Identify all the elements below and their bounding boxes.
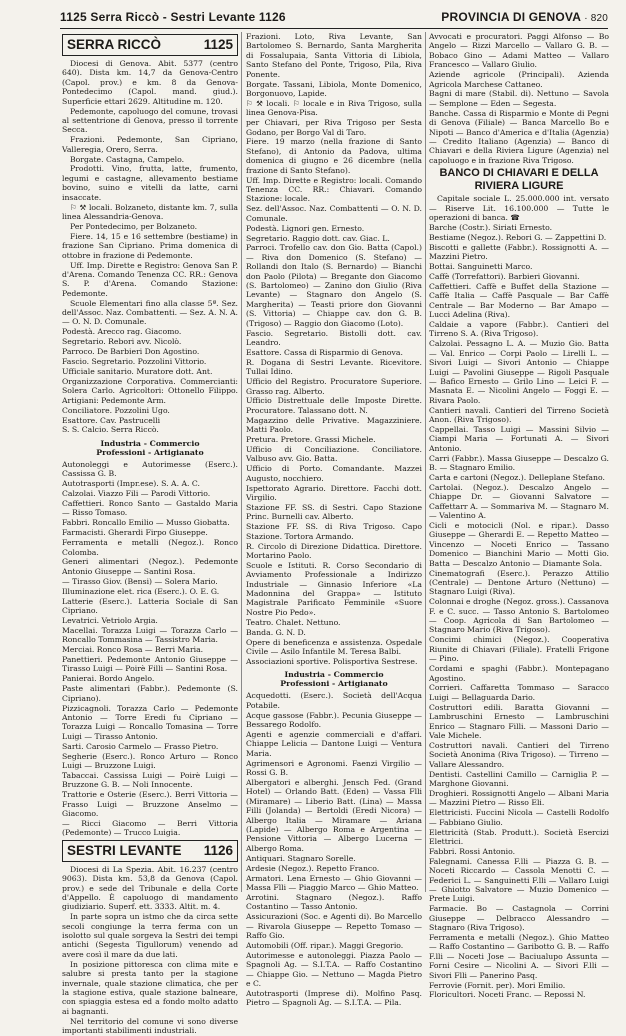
serra-para: Ufficiale sanitario. Muratore dott. Ant.: [62, 367, 213, 376]
col3-entry: Dentisti. Castellini Camillo — Carniglia P. — Marghone Giovanni.: [429, 769, 609, 788]
serra-entries: [62, 460, 238, 838]
serra-entry: Ferramenta e metalli (Negoz.). Ronco Colomba.: [62, 538, 238, 557]
col2-industry-sub: Professioni - Artigianato: [280, 679, 388, 689]
col2-para: R. Dogana di Sestri Levante. Ricevitore. Tullai Idino.: [246, 357, 422, 377]
col3-entry: Carri (Fabbr.). Massa Giuseppe — Descalzo G. B. — Stagnaro Emilio.: [429, 453, 609, 473]
page-folio: · 820: [584, 13, 608, 24]
serra-entry: Merciai. Ronco Rosa — Berri Maria.: [62, 645, 204, 655]
col2-para: Esattore. Cassa di Risparmio di Genova.: [246, 347, 403, 357]
col3-entry: Ferramenta e metalli (Negoz.). Ghio Matteo — Raffo Costantino — Garibotto G. B. — Raffo F.lli — Noceti Jose — Baciualupo Assunta — Forni Cesire — Nicolini A. — Sivori F.lli — Sivori Flli — Panerino Pasq.: [429, 932, 609, 980]
col3-entry: Colonnai e droghe (Negoz. gross.). Cassanova F. e C. succ. — Tasso Antonio S. Bartolomeo — Coop. Agricola di San Bartolomeo — Stagnaro Mario (Riva Trigoso).: [429, 597, 609, 635]
column-1: [62, 32, 238, 1036]
col3-entry: Carta e cartoni (Negoz.). Delleplane Stefano.: [429, 472, 605, 482]
serra-para: Per Pontedecimo, per Bolzaneto.: [70, 221, 198, 231]
serra-entry: Tabaccai. Cassissa Luigi — Poirè Luigi — Bruzzone G. B. — Noli Innocente.: [62, 770, 238, 790]
col3-entry: Cicli e motocicli (Nol. e ripar.). Dasso Giuseppe — Gherardi E. — Repetto Matteo — Vincenzo — Noceti Enrico — Tassano Domenico — Bianchini Mario — Motti Gio. Batta — Descalzo Antonio — Diamante Sola.: [429, 521, 609, 568]
serra-entry: Fabbri. Roncallo Emilio — Musso Giobatta.: [62, 518, 230, 528]
col2-entry: Arrotini. Stagnaro (Negoz.). Raffo Costantino — Tasso Antonio.: [246, 892, 422, 912]
serra-para: Uff. Imp. Dirette e Registro: Genova San P. d'Arena. Comando Tenenza CC. RR.: Genova S. P. d'Arena. Comando Stazione: Pedemonte.: [62, 260, 238, 298]
serra-entry: Panierai. Bordo Angelo.: [62, 674, 155, 684]
serra-para: Pedemonte, capoluogo del comune, trovasi al settentrione di Genova, presso il torrente Secca.: [62, 106, 238, 135]
serra-entry: Caffettieri. Ronco Santo — Gastaldo Maria — Risso Tomaso.: [62, 498, 238, 518]
col2-entry: Autotrasporti (Imprese di). Molfino Pasq. Pietro — Spagnoli Ag. — S.I.T.A. — Pila.: [246, 988, 422, 1008]
sestri-number: 1126: [203, 842, 233, 858]
col2-entries: [246, 691, 422, 1007]
col2-para: R. Circolo di Direzione Didattica. Direttore. Mortarino Paolo.: [246, 541, 422, 560]
col2-entry: Albergatori e alberghi. Jensch Fed. (Grand Hotel) — Orlando Batt. (Eden) — Vassa Flli (Miramare) — Liberio Batt. (Lina) — Massa Filli (Jolanda) — Bertoldi (Eredi Nicora) — Albergo Italia — Miramare — Ariana (Lapide) — Albergo Roma e Argentina — Pensione Vittoria — Albergo Lucerna — Albergo Roma.: [246, 777, 422, 853]
col2-para: Stazione FF. SS. di Sestri. Capo Stazione Princ. Burnelli cav. Alberto.: [246, 502, 422, 522]
column-2: [246, 32, 422, 1008]
serra-entry: Panettieri. Pedemonte Antonio Giuseppe — Tirasso Luigi — Poirè Filli — Santini Rosa.: [62, 654, 238, 674]
col2-industry-heading: [246, 670, 422, 688]
serra-entry: Macellai. Torazza Luigi — Torazza Carlo — Roncallo Tommasina — Tassistro Maria.: [62, 625, 238, 645]
col2-entry: Autorimesse e autonoleggi. Piazza Paolo — Spagnoli Ag. — S.I.T.A. — Raffo Costantino — Chiappe Gio. — Nettuno — Magda Pietro e C.: [246, 950, 422, 988]
col2-para: Stazione FF. SS. di Riva Trigoso. Capo Stazione. Tortora Armando.: [246, 522, 422, 541]
col2-para: Segretario. Raggio dott. cav. Giac. L.: [246, 233, 390, 243]
sestri-paragraphs: [62, 865, 238, 1036]
col2-para: Podestà. Lignori gen. Ernesto.: [246, 223, 365, 233]
col3-entry: Bottai. Sanguinetti Marco.: [429, 262, 533, 272]
col2-entry: Armatori. Lena Ernesto — Ghio Giovanni — Massa Flli — Piaggio Marco — Ghio Matteo.: [246, 873, 422, 892]
serra-para: Prodotti. Vino, frutta, latte, frumento, legumi e castagne, allevamento bestiame bovino, suino e vitelli da latte, carni insaccate.: [62, 164, 238, 202]
col3-entry: Biscotti e gallette (Fabbr.). Rossignotti A. — Mazzini Pietro.: [429, 242, 609, 262]
serra-entry: Sarti. Carosio Carmelo — Frasso Pietro.: [62, 741, 219, 751]
serra-para: ⚐ ⚒ locali. Bolzaneto, distante km. 7, sulla linea Alessandria-Genova.: [62, 202, 238, 221]
col3-entries-b: [429, 223, 609, 1000]
col2-para: Ufficio di Porto. Comandante. Mazzei Augusto, nocchiero.: [246, 464, 422, 483]
col2-entry: Automobili (Off. ripar.). Maggi Gregorio.: [246, 940, 404, 950]
col3-entry: Bagni di mare (Stabil. di). Nettuno — Savola — Semplone — Eden — Segesta.: [429, 89, 609, 108]
col2-entry: Ardesie (Negoz.). Repetto Franco.: [246, 863, 380, 873]
serra-title: SERRA RICCÒ: [67, 37, 162, 52]
running-header: [60, 8, 608, 29]
column-rule-2: [425, 32, 426, 892]
col3-entry: Avvocati e procuratori. Paggi Alfonso — Bo Angelo — Rizzi Marcello — Vallaro G. B. — Bobaco Gino — Adami Matteo — Vallaro Francesco — Vallaro Giulio.: [429, 32, 609, 70]
header-right: [441, 10, 608, 24]
serra-para: Parroco. De Barbieri Don Agostino.: [62, 347, 200, 357]
col3-entry: Caldaie a vapore (Fabbr.). Cantieri del Tirreno S. A. (Riva Trigoso).: [429, 319, 609, 339]
col2-para: Teatro. Chalet. Nettuno.: [246, 617, 341, 627]
column-3: [429, 32, 609, 1000]
col3-entry: Cappellai. Tasso Luigi — Massini Silvio — Ciampi Maria — Fortunati A. — Sivori Antonio.: [429, 424, 609, 453]
sestri-para: Diocesi di La Spezia. Abit. 16.237 (centro 9063). Dista km. 53,8 da Genova (Capol. prov.) e sede del Tribunale e della Corte d'Appello. È capoluogo di mandamento giudiziario. Superf. ett. 3333. Altit. m. 4.: [62, 864, 238, 912]
serra-entry: — Tirasso Giov. (Bensi) — Solera Mario.: [62, 576, 218, 586]
serra-entry: Illuminazione elet. rica (Eserc.). O. E. G.: [62, 586, 220, 596]
col2-para: per Chiavari, per Riva Trigoso per Sesta Godano, per Borgo Val di Taro.: [246, 118, 422, 137]
col3-entry: Calzolai. Pessagno L. A. — Muzio Gio. Batta — Val. Enrico — Corpi Paolo — Lirelli L. — Sivori Luigi — Sivori Antonio — Chiappe Luigi — Pavolini Giuseppe — Rigoli Pasquale — Bafico Ernesto — Grilo Lino — Leici F. — Masnata E. — Nicolini Angelo — Foggi E. — Rivara Paolo.: [429, 339, 609, 405]
col3-entry: Floricultori. Noceti Franc. — Repossi N.: [429, 990, 586, 1000]
sestri-title: SESTRI LEVANTE: [67, 842, 182, 858]
serra-para: Segretario. Rebori avv. Nicolò.: [62, 337, 182, 347]
col3-entry: Costruttori navali. Cantieri del Tirreno Società Anonima (Riva Trigoso). — Tirreno — Vallare Alessandro.: [429, 740, 609, 769]
col2-para: Ispettorato Agrario. Direttore. Facchi dott. Virgilio.: [246, 483, 422, 502]
serra-para: Fiere. 14, 15 e 16 settembre (bestiame) in frazione San Cipriano. Prima domenica di ottobre in frazione di Pedemonte.: [62, 231, 238, 260]
col2-entry: Acque gassose (Fabbr.). Pecunia Giuseppe — Bessarego Rodolfo.: [246, 710, 422, 730]
banco-text: Capitale sociale L. 25.000.000 int. versato — Riserve Lit. 16.100.000 — Tutte le operazioni di banca. ☎: [429, 194, 609, 222]
col3-entry: Caffè (Torrefattori). Barbieri Giovanni.: [429, 271, 580, 281]
col2-para: Frazioni. Loto, Riva Levante, San Bartolomeo S. Bernardo, Santa Margherita di Fossalupaia, Santa Vittoria di Libiola, Santo Stefano del Ponte, Trigoso, Pila, Riva Ponente.: [246, 32, 422, 79]
serra-industry-sub: Professioni - Artigianato: [96, 447, 204, 457]
col3-entry: Fabbri. Rossi Antonio.: [429, 846, 516, 856]
section-title-serra: [62, 34, 238, 56]
col3-entry: Elettricità (Stab. Produtt.). Società Esercizi Elettrici.: [429, 827, 609, 846]
serra-entry: Autotrasporti (Impr.ese). S. A. A. C.: [62, 479, 200, 489]
col2-para: Fiere. 19 marzo (nella frazione di Santo Stefano), di Antonio da Padova, ultima domenica di giugno e 26 dicembre (nella frazione di Santo Stefano).: [246, 137, 422, 175]
col2-entry: Agenti e agenzie commerciali e d'affari. Chiappe Lelicia — Dantone Luigi — Ventura Maria.: [246, 729, 422, 758]
col3-entry: Concimi chimici (Negoz.). Cooperativa Riunite di Chiavari (Filiale). Fratelli Frigone — Pino.: [429, 635, 609, 664]
serra-para: Borgate. Castagna, Campelo.: [70, 154, 185, 164]
col2-para: Magazzino delle Privative. Magazziniere. Matti Paolo.: [246, 415, 422, 435]
serra-entry: Calzolai. Viazzo Fili — Parodi Vittorio.: [62, 489, 211, 499]
serra-para: Frazioni. Pedemonte, San Cipriano, Valleregia, Orero, Serra.: [62, 135, 238, 154]
section-title-sestri: [62, 840, 238, 862]
serra-industry-title: Industria - Commercio: [100, 438, 200, 448]
serra-entry: Levatrici. Vetriolo Argia.: [62, 615, 158, 625]
serra-entry: Pizzicagnoli. Torazza Carlo — Pedemonte Antonio — Torre Eredi fu Cipriano — Torazza Luigi — Roncallo Tomasina — Torre Luigi — Tirasso Antonio.: [62, 703, 238, 741]
serra-entry: Segherie (Eserc.). Ronco Arturo — Ronco Luigi — Bruzzone Luigi.: [62, 751, 238, 770]
col3-entry: Caffettieri. Caffè e Buffet della Stazione — Caffè Italia — Caffè Pasquale — Bar Caffè Centrale — Bar Moderno — Bar Amapo — Lucci Adelina (Riva).: [429, 281, 609, 320]
header-left-title: 1125 Serra Riccò - Sestri Levante 1126: [60, 10, 286, 24]
col3-entry: Elettricisti. Fuccini Nicola — Castelli Rodolfo — Fabbiano Giulio.: [429, 808, 609, 827]
col3-entry: Corrieri. Caffaretta Tommaso — Saracco Luigi — Bellaguarda Dario.: [429, 683, 609, 702]
col3-entry: Cordami e spaghi (Fabbr.). Montepagano Agostino.: [429, 664, 609, 683]
col3-entry: Costruttori edili. Baratta Giovanni — Lambruschini Ernesto — Lambruschini Enrico — Stagnaro Filli. — Massoni Dario — Vale Michele.: [429, 702, 609, 740]
col2-para: Pretura. Pretore. Grassi Michele.: [246, 435, 376, 445]
serra-para: Scuole Elementari fino alla classe 5ª. Sez. dell'Assoc. Naz. Combattenti. — Sez. A. N. A. — O. N. D. Comunale.: [62, 298, 238, 327]
col3-entry: Ferrovie (Fornit. per). Mori Emilio.: [429, 980, 566, 990]
serra-para: Organizzazione Corporativa. Commercianti: Solera Carlo. Agricoltori: Ottonello Filippo. Artigiani: Pedemonte Arm.: [62, 376, 238, 405]
col2-para: Uff. Imp. Dirette e Registro: locali. Comando Tenenza CC. RR.: Chiavari. Comando Stazione: locale.: [246, 175, 422, 204]
col3-entry: Falegnami. Canessa F.lli — Piazza G. B. — Noceti Riccardo — Cassola Menotti C. — Federici L. — Sanguinetti F.lli — Vallaro Luigi — Ghiotto Salvatore — Muzio Domenico — Prete Luigi.: [429, 856, 609, 904]
col2-entry: Antiquari. Stagnaro Sorelle.: [246, 853, 356, 863]
col3-entry: Cinematografi (Eserc.). Perazzo Attilio (Centrale) — Dentone Arturo (Nettuno) — Stagnaro Luigi (Riva).: [429, 568, 609, 597]
col2-industry-title: Industria - Commercio: [284, 670, 384, 680]
col3-entries-a: [429, 32, 609, 165]
col3-entry: Droghieri. Rossignotti Angelo — Albani Maria — Mazzini Pietro — Risso Eli.: [429, 788, 609, 808]
col3-entry: Cantieri navali. Cantieri del Tirreno Società Anon. (Riva Trigoso).: [429, 405, 609, 425]
col2-para: ⚐ ⚒ locali. ⚐ locale e in Riva Trigoso, sulla linea Genova-Pisa.: [246, 98, 422, 118]
col2-para: Ufficio di Conciliazione. Conciliatore. Valbuso avv. Gio. Batta.: [246, 444, 422, 464]
serra-number: 1125: [203, 37, 233, 52]
serra-entry: Farmacisti. Gherardi Firpo Giuseppe.: [62, 528, 208, 538]
col2-para: Banda. G. N. D.: [246, 627, 306, 637]
serra-para: S. S. Calcio. Serra Riccò.: [62, 425, 159, 435]
col2-para: Ufficio del Registro. Procuratore Superiore. Grasso rag. Alberto.: [246, 377, 422, 396]
serra-entry: Latterie (Eserc.). Latteria Sociale di San Cipriano.: [62, 596, 238, 615]
col3-entry: Aziende agricole (Principali). Azienda Agricola Marchese Cattaneo.: [429, 70, 609, 89]
sestri-para: In parte sopra un istmo che da circa sette secoli congiunge la terra ferma con un isolotto sul quale sorgeva la Sestri dei tempi antichi (Segesta Tigullorum) venendo ad avere così il mare da due lati.: [62, 912, 238, 959]
serra-industry-heading: [62, 439, 238, 457]
serra-entry: Generi alimentari (Negoz.). Pedemonte Antonio Giuseppe — Santini Rosa.: [62, 557, 238, 576]
serra-para: Fascio. Segretario. Pozzolini Vittorio.: [62, 357, 207, 367]
serra-para: Podestà. Arecco rag. Giacomo.: [62, 327, 182, 337]
serra-entry: Autonoleggi e Autorimesse (Eserc.). Cassissa G. B.: [62, 459, 238, 479]
col2-para: Fascio. Segretario. Bistolli dott. cav. Leandro.: [246, 328, 422, 347]
col2-entry: Acquedotti. (Eserc.). Società dell'Acqua Potabile.: [246, 691, 422, 710]
serra-entry: — Ricci Giacomo — Berri Vittoria (Pedemonte) — Trucco Luigia.: [62, 818, 238, 838]
serra-para: Conciliatore. Pozzolini Ugo.: [62, 405, 170, 415]
col2-paragraphs: [246, 32, 422, 666]
sestri-para: In posizione pittoresca con clima mite e salubre si presta tanto per la stagione invernale, quale stazione climatica, che per la stagione estiva, quale stazione balneare, con spiaggia estesa ed a fondo molto adatto ai bagnanti.: [62, 959, 238, 1016]
serra-entry: Trattorie e Osterie (Eserc.). Berri Vittoria — Frasso Luigi — Bruzzone Anselmo — Giacomo.: [62, 790, 238, 818]
serra-para: Diocesi di Genova. Abit. 5377 (centro 640). Dista km. 14,7 da Genova-Centro (Capol. prov.) e km. 8 da Genova-Pontedecimo (Capol. mand. giud.). Superficie ettari 2629. Altitudine m. 120.: [62, 59, 238, 106]
col3-entry: Barche (Costr.). Siriati Ernesto.: [429, 222, 553, 232]
col2-para: Borgate. Tassani, Libiola, Monte Domenico, Borgonuovo, Lapide.: [246, 79, 422, 98]
serra-paragraphs: [62, 59, 238, 435]
col3-entry: Banche. Cassa di Risparmio e Monte di Pegni di Genova (Filiale) — Banca Marcello Bo e Nipoti — Banco d'America e d'Italia (Agenzia) — Credito Italiano (Agenzia) — Banco di Chiavari e della Riviera Ligure (Agenzia) nel capoluogo e in frazione Riva Trigoso.: [429, 108, 609, 165]
col2-para: Associazioni sportive. Polisportiva Sestrese.: [246, 656, 418, 666]
col3-entry: Farmacie. Bo — Castagnola — Corrini Giuseppe — Delbracco Alessandro — Stagnaro (Riva Trigoso).: [429, 904, 609, 933]
header-right-title: PROVINCIA DI GENOVA: [441, 10, 581, 24]
banco-title: BANCO DI CHIAVARI E DELLA RIVIERA LIGURE: [439, 167, 599, 193]
col3-entry: Cartolai. (Negoz.). Descalzo Angelo — Chiappe Dr. — Giovanni Salvatore — Caffettarr A. — Sommariva M. — Stagnaro M. — Valentino A.: [429, 482, 609, 521]
col2-para: Parroci. Trofello cav. don Gio. Batta (Capol.) — Riva don Domenico (S. Stefano) — Rollandi don Italo (S. Bernardo) — Bianchi don Paolo (Pilota) — Bregante don Giacomo (S. Bartolomeo) — Zanino don Giulio (Riva Levante) — Stagnaro don Angelo (S. Margherita) — Teasti priore don Giovanni (S. Vittoria) — Chiappe cav. don G. B. (Trigoso) — Raggio don Giacomo (Loto).: [246, 243, 422, 328]
col2-para: Ufficio Distrettuale delle Imposte Dirette. Procuratore. Talassano dott. N.: [246, 396, 422, 415]
serra-entry: Paste alimentari (Fabbr.). Pedemonte (S. Cipriano).: [62, 684, 238, 703]
col2-para: Opere di beneficenza e assistenza. Ospedale Civile — Asilo Infantile M. Teresa Balbi.: [246, 637, 422, 656]
col2-para: Scuole e Istituti. R. Corso Secondario di Avviamento Professionale a Indirizzo Industriale — Ginnasio Inferiore «La Madonnina del Grappa» — Istituto Magistrale Parificato Femminile «Suore Nostre Pio Pedo».: [246, 560, 422, 617]
sestri-para: Nel territorio del comune vi sono diverse importanti stabilimenti industriali.: [62, 1016, 238, 1036]
col3-entry: Bestiame (Negoz.). Rebori G. — Zappettini D.: [429, 232, 607, 242]
col2-entry: Agrimensori e Agronomi. Faenzi Virgilio — Rossi G. B.: [246, 758, 422, 778]
column-rule-1: [241, 32, 242, 892]
col2-entry: Assicurazioni (Soc. e Agenti di). Bo Marcello — Rivarola Giuseppe — Repetto Tomaso — Raffo Gio.: [246, 912, 422, 940]
col2-para: Sez. dell'Assoc. Naz. Combattenti — O. N. D. Comunale.: [246, 204, 422, 223]
serra-para: Esattore. Cav. Pastrucelli: [62, 415, 161, 425]
